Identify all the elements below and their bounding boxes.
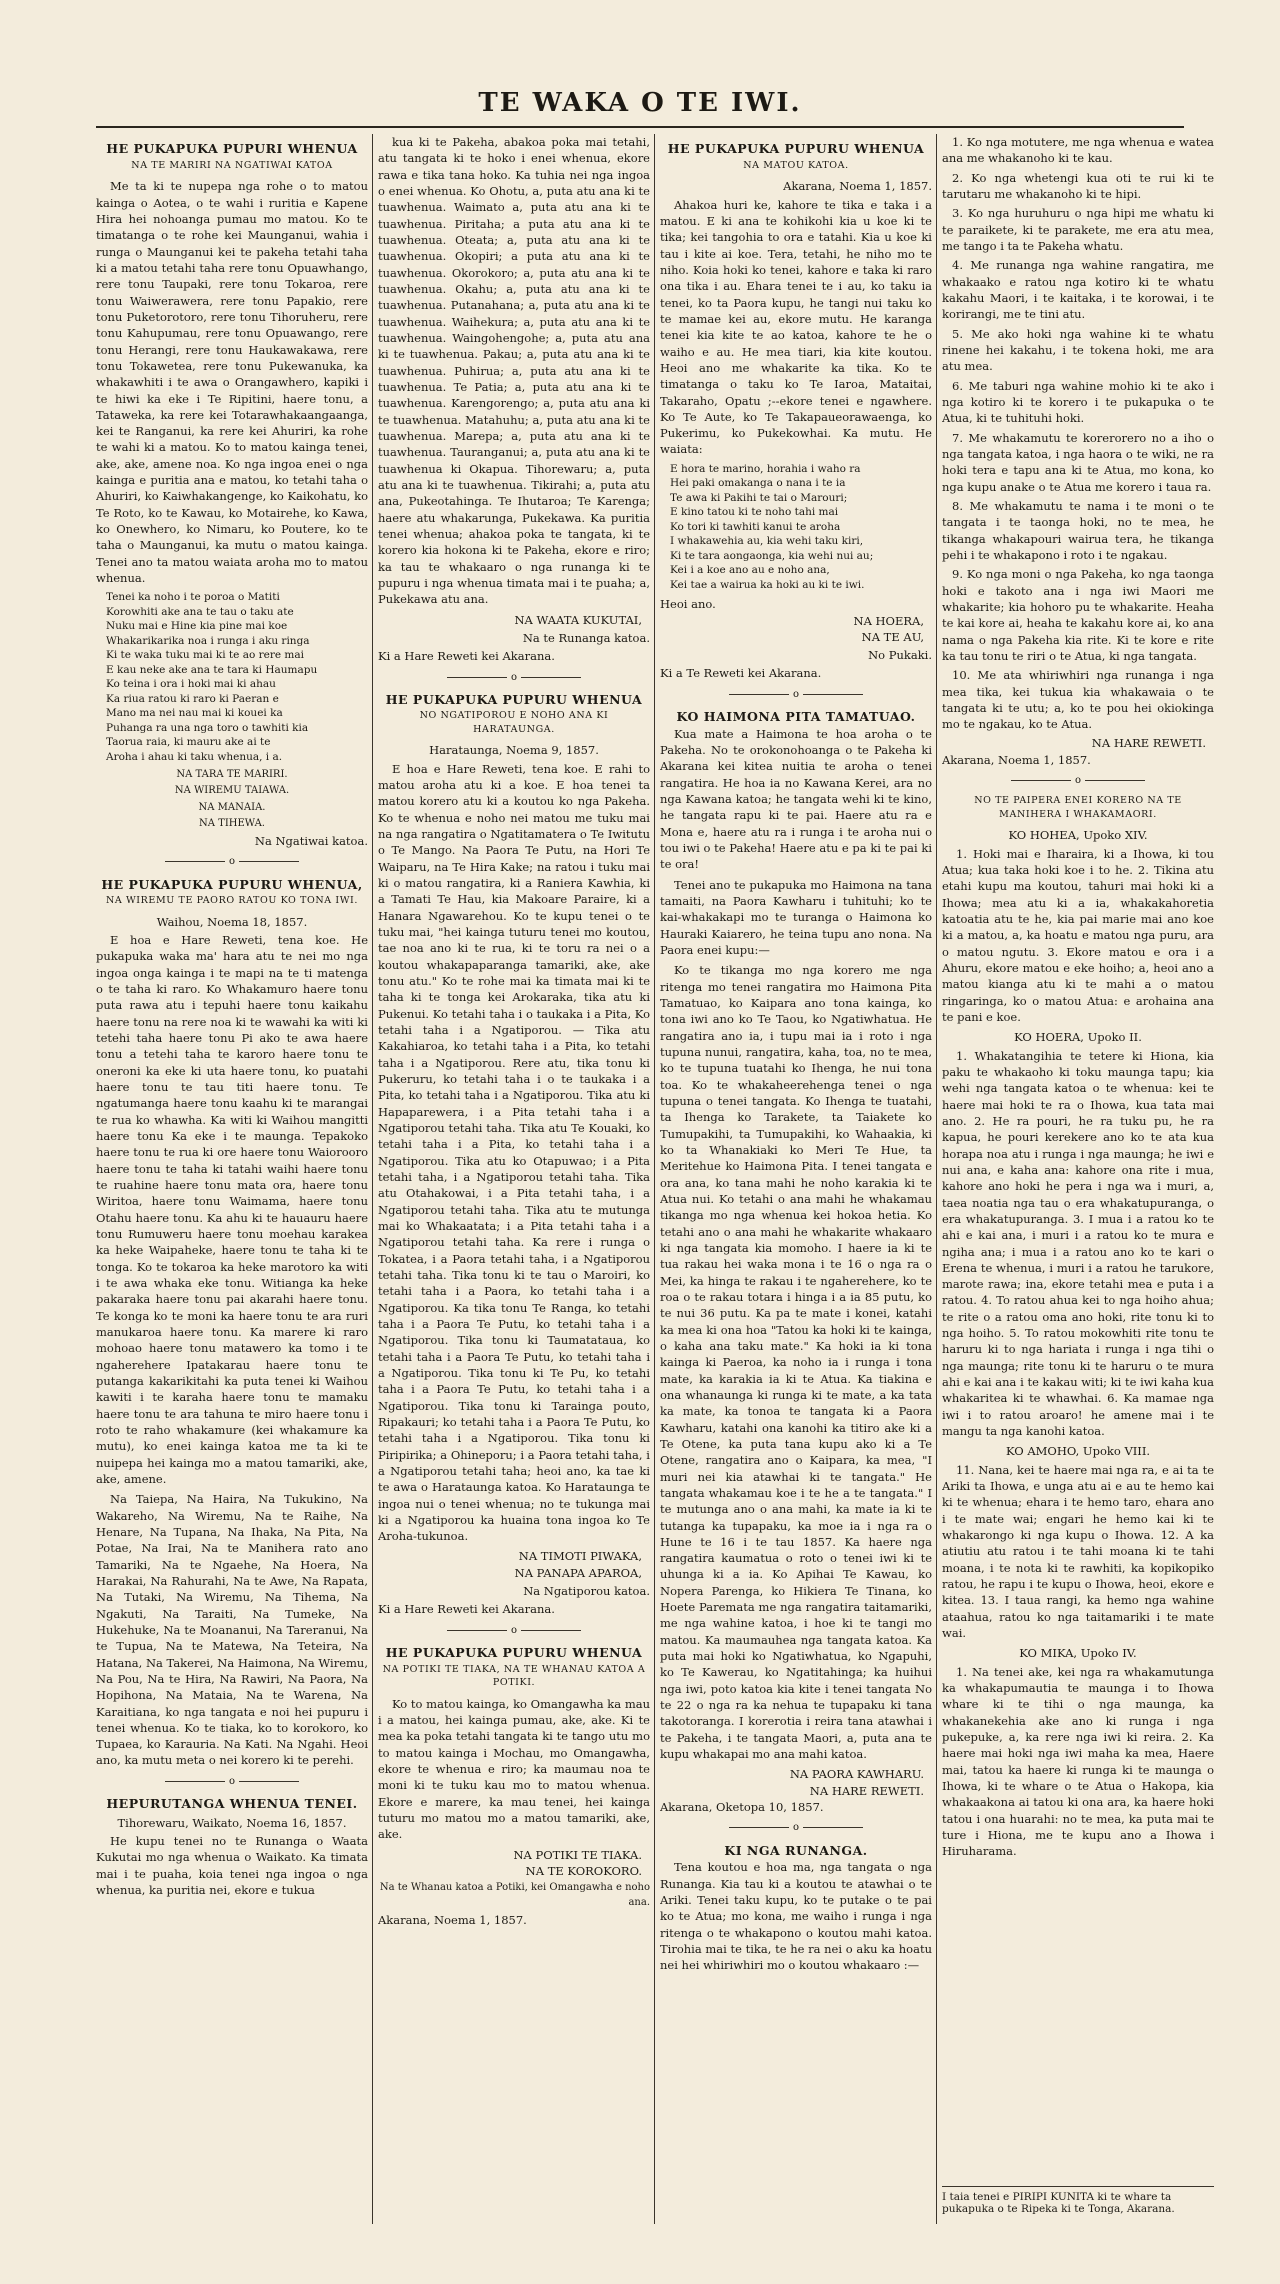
- poem-line: Aroha i ahau ki taku whenua, i a.: [106, 750, 283, 763]
- dateline: Akarana, Noema 1, 1857.: [378, 1912, 527, 1927]
- poem-line: E hora te marino, horahia i waho ra: [670, 462, 861, 475]
- poem-line: Nuku mai e Hine kia pine mai koe: [106, 620, 288, 633]
- scripture-passage: 1. Whakatangihia te tetere ki Hiona, kia paku te whakaoho ki toku maunga tapu; kia wehi nga tangata katoa o te whenua: kei te haere mai hoki te ra o Ihowa, kua tata mai ano. 2. He ra pouri, he ra tuku pu, he ra kapua, he pouri kerekere ano ko te ata kua horapa noa atu i runga i nga maunga; he iwi e nui ana, e kaha ana: kahore ona rite i mua, kahore ano hoki he pera i nga wa i muri, a, taea noatia nga tau o era whakatupuranga, o era whakatupuranga. 3. I mua i a ratou ko te ahi e kai ana, i muri i a ratou ko te mura e ngiha ana; i mua i a ratou ano ko te kari o Erena te whenua, i muri i a ratou he tarukore, marote rawa; ina, ekore tetahi mea e puta i a ratou. 4. To ratou ahua kei to nga hoiho ahua; te rite o a ratou oma ano hoki, rite tonu ki to nga hoiho. 5. To ratou mokowhiti rite tonu te haruru ki to nga hariata i runga i nga tihi o nga maunga; rite tonu ki te haruru o te mura ahi e kai ana i te kakau witi; ki te iwi kaha kua whakaritea ki te whawhai. 6. Ka mamae nga iwi i to ratou aroaro! he amene mai i te mangu ta nga kanohi katoa.: [942, 1048, 1214, 1439]
- signer: NA WIREMU TAIAWA.: [174, 785, 290, 797]
- masthead-title: TE WAKA O TE IWI.: [478, 88, 802, 118]
- poem-line: I whakawehia au, kia wehi taku kiri,: [670, 535, 864, 548]
- signature-line: No Pukaki.: [868, 648, 932, 663]
- article-paragraph: E hoa e Hare Reweti, tena koe. E rahi to matou aroha atu ki a koe. E hoa tenei ta matou korero atu ki a koutou ko nga Pakeha. Ko te whenua e noho nei matou me tuku mai na nga rangatira o Ngatitamatera o Te Iwitutu o Te Mango. Na Paora Te Putu, na Hori Te Waiparu, na Te Hira Kake; na ratou i tuku mai ki o matou rangatira, ki a Raniera Kawhia, ki a Tamati Te Hau, kia Makoare Paraire, ki a Hanara Ngawarehou. Ko te kupu tenei o te tuku mai, "hei kainga tuturu tenei mo koutou, tae noa ano ki te rua, ki te toru ra nei o a koutou whakapaparanga tamariki, ake, ake tonu atu." Ko te rohe mai ka timata mai ki te taha ki te tonga kei Arokaraka, tika atu ki Pukenui. Ko tetahi taha i o taukaka i a Pita, Ko tetahi taha i a Ngatiporou. — Tika atu Kakahiaroa, ko tetahi taha i a Pita, ko tetahi taha i a Ngatiporou. Rere atu, tika tonu ki Pukeruru, ko tetahi taha i o te taukaka i a Pita, ko tetahi taha i a Ngatiporou. Tika atu ki Hapaparewera, i a Pita tetahi taha i a Ngatiporou tetahi taha. Tika atu Te Kouaki, ko tetahi taha i a Pita, ko tetahi taha i a Ngatiporou. Tika atu ko Otapuwao; i a Pita tetahi taha, i a Ngatiporou tetahi taha. Tika atu Otahakowai, i a Pita tetahi taha, i a Ngatiporou tetahi taha. Tika atu te mutunga mai ko Whakaatata; i a Pita tetahi taha i a Ngatiporou tetahi taha. Ka rere i runga o Tokatea, i a Paora tetahi taha, i a Ngatiporou tetahi taha. Tika tonu ki te tau o Maroiri, ko tetahi taha i a Paora, ko tetahi taha i a Ngatiporou. Ka tika tonu Te Ranga, ko tetahi taha i a Paora Te Putu, ko tetahi taha i a Ngatiporou. Tika tonu ki Taumatataua, ko tetahi taha i a Paora Te Putu, ko tetahi taha i a Ngatiporou. Tika tonu ki Te Pu, ko tetahi taha i a Paora Te Putu, ko tetahi taha i a Ngatiporou. Tika tonu ki Tarainga pouto, Ripakauri; ko tetahi taha i a Paora Te Putu, ko tetahi taha i a Ngatiporou. Tika tonu ki Piripirika; a Ohineporu; i a Paora tetahi taha, i a Ngatiporou tetahi taha; heoi ano, ka tae ki te awa o Harataunga katoa. Ko Harataunga te ingoa nui o tenei whenua; no te tukunga mai ki a Ngatiporou ka huaina tona ingoa ko Te Aroha-tukunoa.: [378, 761, 650, 1544]
- dateline: Akarana, Oketopa 10, 1857.: [660, 1800, 824, 1815]
- poem-line: Ka riua ratou ki raro ki Paeran e: [106, 692, 279, 705]
- section-divider: o: [378, 1624, 650, 1638]
- article-subheading: NA POTIKI TE TIAKA, NA TE WHANAU KATOA A POTIKI.: [382, 1663, 646, 1689]
- closing-line: Heoi ano.: [660, 597, 716, 612]
- dateline: Waihou, Noema 18, 1857.: [156, 914, 308, 929]
- column-4: [942, 134, 1214, 2254]
- list-item: 8. Me whakamutu te nama i te moni o te tangata i te taonga hoki, no te mea, he tikanga whakapouri wairua tera, he tikanga pehi i te whakapono i roto i te ngakau.: [942, 498, 1214, 562]
- list-item: 1. Ko nga motutere, me nga whenua e watea ana me whakanoho ki te kau.: [942, 135, 1214, 166]
- poem-line: Mano ma nei nau mai ki kouei ka: [106, 707, 283, 720]
- signature-line: NA TE KOROKORO.: [525, 1863, 642, 1878]
- scripture-heading: KO AMOHO, Upoko VIII.: [1005, 1444, 1151, 1459]
- article-subheading: NO TE PAIPERA ENEI KORERO NA TE MANIHERA I WHAKAMAORI.: [974, 795, 1182, 820]
- article-heading: KI NGA RUNANGA.: [724, 1842, 868, 1858]
- article-subheading: NA TE MARIRI NA NGATIWAI KATOA: [131, 159, 333, 171]
- poem-line: Ko teina i ora i hoki mai ki ahau: [106, 678, 276, 691]
- article-paragraph: Ahakoa huri ke, kahore te tika e taka i a matou. E ki ana te kohikohi kia u koe ki te tika; kei tangohia to ora e tatahi. Kia u koe ki tau i kite ai koe. Tera, tetahi, he niho mo te niho. Koia hoki ko tenei, kahore e taka ki raro ona tika i au. Ehara tenei te i au, ko taku ia tenei, ko ta Paora kupu, he tangi nui taku ko te mamae kei au, ekore mutu. He karanga tenei kia kite te ao katoa, kahore te he o waiho e au. He mea tiari, kia kite koutou. Heoi ano me whakarite ka tika. Ko te timatanga o taku ko Te Iaroa, Mataitai, Takaraho, Opatu ;--ekore tenei e ngawhere. Ko Te Aute, ko Te Takapaueorawaenga, ko Pukerimu, ko Pukekowhai. Ka mutu. He waiata:: [660, 197, 932, 457]
- signature-line: Na te Whanau katoa a Potiki, kei Omangawha e noho ana.: [379, 1882, 650, 1908]
- scripture-passage: 1. Na tenei ake, kei nga ra whakamutunga ka whakapumautia te maunga i to Ihowa whare ki te tihi o nga maunga, ka whakanekehia ake ano ki runga i nga pukepuke, a, ka rere nga iwi ki reira. 2. Ka haere mai hoki nga iwi maha ka mea, Haere mai, tatou ka haere ki runga ki te maunga o Ihowa, ki te whare o te Atua o Hakopa, kia whakaakona ai tatou ki ona ara, ka haere hoki tatou i ona huarahi: no te mea, ka puta mai te ture i Hiona, me te kupu ano a Ihowa i Hiruharama.: [942, 1664, 1214, 1859]
- poem-line: Ki te waka tuku mai ki te ao rere mai: [106, 649, 305, 662]
- numbered-list: [942, 134, 1214, 732]
- dateline: Harataunga, Noema 9, 1857.: [429, 743, 599, 758]
- column-3: [660, 134, 932, 2254]
- article-paragraph: Ko te tikanga mo nga korero me nga ritenga mo tenei rangatira mo Haimona Pita Tamatuao, ko Kaipara ano tona kainga, ko tona iwi ano ko Te Taou, ko Ngatiwhatua. He rangatira ano ia, i tupu mai ia i roto i nga tupuna nunui, rangatira, kaha, toa, no te mea, ko te tupuna tuatahi ko Ihenga, he nui tona toa. Ko te whakaheerehenga tenei o nga tupuna o tenei tangata. Ko Ihenga te tuatahi, ta Ihenga ko Tarakete, ta Taiakete ko Tumupakihi, ta Tumupakihi, ko Wahaakia, ki ko ta Whanakiaki ko Meri Te Hue, ta Meritehue ko Haimona Pita. I tenei tangata e ora ana, ko tana mahi he noho karakia ki te Atua nui. Ko tetahi o ana mahi he whakamau tikanga mo nga whenua kei hokoa hetia. Ko tetahi ano o ana mahi he whakarite whakaaro ki nga tangata kia momoho. I haere ia ki te tua rakau hei waka mona i te 16 o nga ra o Mei, ka hinga te rakau i te ngaherehere, ko te roa o te rakau totara i hinga i a ia 85 putu, ko te nui 36 putu. Ka pa te mate i konei, katahi ka mea ki ona hoa "Tatou ka hoki ki te kainga, o kaha ana taku mate." Ka hoki ia ki tona kainga ki Paeroa, ka noho ia i runga i tona mate, ka karakia ia ki te Atua. Ka tiakina e ona whanaunga ki runga ki te mate, a ka tata ka mate, ka tonoa te tangata ki a Paora Kawharu, katahi ona kanohi ka titiro ake ki a Te Otene, ka puta tana kupu ako ki a Te Otene, rangatira ano o Kaipara, ka mea, "I muri nei kia atawhai ki te tangata." He tangata whakamau koe i te he a te tangata." I te mutunga ano o ana mahi, ka mate ia ki te tutanga ka tupapaku, ka moe ia i nga ra o Hune te 16 i te tau 1857. Ka haere nga rangatira kaumatua o roto o tenei iwi ki te uhunga ki a ia. Ko Apihai Te Kawau, ko Nopera Parenga, ko Hikiera Te Tinana, ko Hoete Paremata me nga rangatira taitamariki, me nga wahine katoa, i hoe ki te tangi mo matou. Ka maumauhea nga tangata katoa. Ka puta mai hoki ko Ngatiwhatua, ko Ngapuhi, ko Te Kawerau, ko Ngatitahinga; ka huihui nga iwi, poto katoa kia kite i tenei tangata No te 22 o nga ra ka nehua te tupapaku ki tana takotoranga. I korerotia i reira tana atawhai i te Pakeha, i te tangata Maori, a, puta ana te kupu whakapai mo ana mahi katoa.: [660, 963, 932, 1762]
- column-1: [96, 134, 368, 2254]
- signer: NA MANAIA.: [198, 801, 266, 813]
- list-item: 3. Ko nga huruhuru o nga hipi me whatu ki te paraikete, ki te parakete, me era atu mea, me tango i ta te Pakeha whatu.: [942, 206, 1214, 253]
- waiata-poem: [106, 590, 368, 764]
- signature-line: NA HARE REWETI.: [809, 1783, 924, 1798]
- section-divider: o: [660, 688, 932, 702]
- address-line: Ki a Hare Reweti kei Akarana.: [378, 1602, 555, 1617]
- signature-line: NA POTIKI TE TIAKA.: [513, 1847, 642, 1862]
- signature-line: NA HARE REWETI.: [1091, 736, 1206, 751]
- signature-line: NA TIMOTI PIWAKA,: [518, 1549, 642, 1564]
- poem-line: Taorua raia, ki mauru ake ai te: [106, 736, 271, 749]
- address-line: Ki a Te Reweti kei Akarana.: [660, 666, 822, 681]
- article-heading: HE PUKAPUKA PUPURU WHENUA: [667, 141, 925, 156]
- article-heading: HE PUKAPUKA PUPURU WHENUA: [385, 691, 643, 707]
- poem-line: Hei paki omakanga o nana i te ia: [670, 477, 846, 490]
- article-paragraph: E hoa e Hare Reweti, tena koe. He pukapuka waka ma' hara atu te nei mo nga ingoa onga kainga i te mapi na te ti matenga o te taha ki raro. Ko Whakamuro haere tonu puta rawa atu i tepuhi haere tonu kaikahu haere tonu na rere noa ki te wawahi ka witi ki tetehi taha haere tonu Pi ako te awa haere tonu a tetehi taha te karoro haere tonu te oneroni ka eke ki uta haere tonu, ko puatahi haere tonu te tau titi haere tonu. Te ngatumanga haere tonu kaahu ki te marangai te rua ko whawha. Ka witi ki Waihou mangitti haere tonu Ka eke i te maunga. Tepakoko haere tonu te rua ki ore haere tonu Waiorooro haere tonu te taha ki tatahi waihi haere tonu te ruahine haere tonu mata ora, haere tonu Wiritoa, haere tonu Waimama, haere tonu Otahu haere tonu. Ka ahu ki te hauauru haere tonu Rumuweru haere tonu moehau karakea ka heke Waipaheke, haere tonu te taha ki te tonga. Ko te tokaroa ka heke marotoro ka witi i te awa whaka eke tonu. Witianga ka heke pakaraka haere tonu pai akarahi haere tonu. Te konga ko te moni ka haere tonu te ara ruri manukaroa haere tonu. Ka marere ki raro mohoao haere tonu matawero ka tomo i te ngaherehere Ipatakarau haere tonu te putanga kakarikitahi ka puta tenei ki Waihou kawiti i te karaha haere tonu te mamaku haere tonu te ara tahuna te miro haere tonu i roto te raho whakamure (kei whakamure ka mutu), ko enei kainga katoa me ta ki te nuipepa hei kainga mo a matou tamariki, ake, ake, amene.: [96, 933, 368, 1486]
- signature-line: Na Ngatiwai katoa.: [254, 834, 368, 848]
- poem-line: Te awa ki Pakihi te tai o Marouri;: [670, 491, 848, 504]
- article-subheading: NA WIREMU TE PAORO RATOU KO TONA IWI.: [105, 895, 359, 907]
- column-divider: [654, 134, 655, 2224]
- article-heading: HE PUKAPUKA PUPURI WHENUA: [106, 141, 358, 156]
- address-line: Ki a Hare Reweti kei Akarana.: [378, 649, 555, 664]
- dateline: Akarana, Noema 1, 1857.: [783, 179, 932, 194]
- poem-line: Whakarikarika noa i runga i aku ringa: [106, 634, 310, 647]
- top-rule: [96, 126, 1184, 128]
- article-paragraph: Tenei ano te pukapuka mo Haimona na tana tamaiti, na Paora Kawharu i tuhituhi; ko te kai-whakakapi mo te turanga o Haimona ko Hauraki Kaiarero, he teina tupu ano nona. Na Paora enei kupu:—: [660, 877, 932, 958]
- article-paragraph: Tena koutou e hoa ma, nga tangata o nga Runanga. Kia tau ki a koutou te atawhai o te Ariki. Tenei taku kupu, ko te putake o te pai ko te Atua; mo kona, me waiho i runga i nga ritenga o te whakapono o koutou mahi katoa. Tirohia mai te tika, te he ra nei o aku ka hoatu nei hei whiriwhiri mo o koutou whakaaro :—: [660, 1860, 932, 1973]
- section-divider: o: [942, 774, 1214, 788]
- printer-imprint: I taia tenei e PIRIPI KUNITA ki te whare ta pukapuka o te Ripeka ki te Tonga, Akarana.: [942, 2186, 1214, 2215]
- poem-line: Ko tori ki tawhiti kanui te aroha: [670, 520, 841, 533]
- signer: NA TIHEWA.: [199, 817, 265, 829]
- column-2: [378, 134, 650, 2254]
- article-paragraph: Kua mate a Haimona te hoa aroha o te Pakeha. No te orokonohoanga o te Pakeha ki Akarana kei kitea nuitia te aroha o tenei rangatira. He hoa ia no Kawana Kerei, ara no nga Kawana katoa; he tangata wehi ki te kino, he tangata rapu ki te pai. Haere atu ra e Mona e, haere atu ra i runga i te aroha nui o tou iwi o te Pakeha! Haere atu e pa ki te pai ki te ora!: [660, 726, 932, 872]
- list-item: 4. Me runanga nga wahine rangatira, me whakaako e ratou nga kotiro ki te whatu kakahu Maori, i te kaitaka, i te korowai, i te korirangi, me te tini atu.: [942, 258, 1214, 322]
- signature-line: Na Ngatiporou katoa.: [523, 1584, 650, 1599]
- scripture-heading: KO MIKA, Upoko IV.: [1019, 1646, 1137, 1661]
- poem-line: E kau neke ake ana te tara ki Haumapu: [106, 663, 318, 676]
- section-divider: o: [378, 671, 650, 685]
- poem-line: Kei i a koe ano au e noho ana,: [670, 564, 830, 577]
- article-paragraph: Ko to matou kainga, ko Omangawha ka mau i a matou, hei kainga pumau, ake, ake. Ki te mea ka poka tetahi tangata ki te tango utu mo to matou kainga i Mochau, mo Omangawha, ekore te whenua e riro; ka maumau noa te moni ki te tuku kau mo to matou whenua. Ekore e marere, ka mau tenei, hei kainga tuturu mo matou mo a matou tamariki, ake, ake.: [378, 1696, 650, 1842]
- signature-line: NA PAORA KAWHARU.: [789, 1767, 924, 1782]
- scripture-passage: 1. Hoki mai e Iharaira, ki a Ihowa, ki tou Atua; kua taka hoki koe i to he. 2. Tikina atu etahi kupu ma koutou, tahuri mai hoki ki a Ihowa; mea atu ki a ia, whakakahoretia katoatia atu te he, kia pai marie mai ano koe ki a matou, a, ka hoatu e matou nga puru, ara o matou ngutu. 3. Ekore matou e ora i a Ahuru, ekore matou e eke hoiho; a, heoi ano a matou kianga atu ki te mahi a o matou ringaringa, ko o matou Atua: e arohaina ana te pani e koe.: [942, 846, 1214, 1024]
- column-divider: [372, 134, 373, 2224]
- signature-line: NA WAATA KUKUTAI,: [514, 612, 642, 627]
- section-divider: o: [96, 855, 368, 869]
- signature-line: NA PANAPA APAROA,: [514, 1565, 642, 1580]
- list-item: 6. Me taburi nga wahine mohio ki te ako i nga kotiro ki te korero i te pukapuka o te Atua, ki te tuhituhi hoki.: [942, 378, 1214, 426]
- signer: NA TARA TE MARIRI.: [176, 769, 288, 781]
- signature-line: NA HOERA,: [853, 613, 924, 628]
- list-item: 2. Ko nga whetengi kua oti te rui ki te tarutaru me whakanoho ki te hipi.: [942, 170, 1214, 201]
- dateline: Akarana, Noema 1, 1857.: [942, 752, 1091, 767]
- article-paragraph: Na Taiepa, Na Haira, Na Tukukino, Na Wakareho, Na Wiremu, Na te Raihe, Na Henare, Na Tupana, Na Ihaka, Na Pita, Na Potae, Na Irai, Na te Manihera rato ano Tamariki, Na te Ngaehe, Na Hoera, Na Harakai, Na Rahurahi, Na te Awe, Na Rapata, Na Tutaki, Na Wiremu, Na Tihema, Na Ngakuti, Na Taraiti, Na Tumeke, Na Hukehuke, Na te Moananui, Na Tareranui, Na te Tupua, Na te Matewa, Na Teteira, Na Hatana, Na Takerei, Na Haimona, Na Wiremu, Na Pou, Na te Hira, Na Rawiri, Na Paora, Na Hopihona, Na Mataia, Na te Warena, Na Karaitiana, ko nga tangata e noi hei pupuru i tenei whenua. Ko te tiaka, ko to korokoro, ko Tupaea, ko Karauria. Na Kati. Na Ngahi. Heoi ano, ka mutu meta o nei korero ki te perehi.: [96, 1492, 368, 1768]
- list-item: 5. Me ako hoki nga wahine ki te whatu rinene hei kakahu, i te tokena hoki, me ara atu mea.: [942, 326, 1214, 374]
- list-item: 9. Ko nga moni o nga Pakeha, ko nga taonga hoki e takoto ana i nga iwi Maori me whakarite; kia hohoro pu te whakarite. Heaha te kai kore ai, heaha te kakahu kore ai, ko ana nama o nga Pakeha kia rite. Ki te kore e rite ka tau tonu te riri o te Atua, ki nga tangata.: [942, 567, 1214, 663]
- article-subheading: NA MATOU KATOA.: [743, 159, 849, 171]
- section-divider: o: [96, 1775, 368, 1789]
- article-heading: HEPURUTANGA WHENUA TENEI.: [106, 1796, 358, 1811]
- article-heading: HE PUKAPUKA PUPURU WHENUA,: [101, 876, 363, 892]
- poem-line: E kino tatou ki te noho tahi mai: [670, 506, 839, 519]
- poem-line: Korowhiti ake ana te tau o taku ate: [106, 605, 294, 618]
- waiata-poem: [670, 462, 932, 592]
- article-heading: KO HAIMONA PITA TAMATUAO.: [676, 709, 916, 724]
- column-divider: [936, 134, 937, 2224]
- scripture-passage: 11. Nana, kei te haere mai nga ra, e ai ta te Ariki ta Ihowa, e unga atu ai e au te hemo kai ki te whenua; ehara i te hemo taro, ehara ano i te mate wai; engari he hemo kai ki te whakarongo ki nga kupu o Ihowa. 12. A ka atiutiu atu ratou i te tahi moana ki te tahi moana, i te nota ki te rawhiti, ka kopikopiko ratou, he rapu i te kupu o Ihowa, heoi, ekore e kitea. 13. I taua rangi, ka hemo nga wahine ataahua, ratou ko nga taitamariki i te mate wai.: [942, 1462, 1214, 1641]
- section-divider: o: [660, 1821, 932, 1835]
- dateline: Tihorewaru, Waikato, Noema 16, 1857.: [117, 1815, 347, 1830]
- scripture-heading: KO HOHEA, Upoko XIV.: [1008, 828, 1148, 843]
- article-subheading: NO NGATIPOROU E NOHO ANA KI HARATAUNGA.: [419, 710, 609, 735]
- article-paragraph: Me ta ki te nupepa nga rohe o to matou kainga o Aotea, o te wahi i ruritia e Kapene Hira hei nohoanga pumau mo matou. Ko te timatanga o te rohe kei Maunganui, wahia i runga o Maunganui kei te pakeha tetahi taha ki a matou tetahi taha rere tonu Opuawhango, rere tonu Taupaki, rere tonu Tokaroa, rere tonu Waiwerawera, rere tonu Papakio, rere tonu Puketorotoro, rere tonu Tihoruheru, rere tonu Kahupumau, rere tonu Opuawango, rere tonu Herangi, rere tonu Haukawakawa, rere tonu Tokawetea, rere tonu Pukewanuka, ka whakawhiti i te awa o Orangawhero, kapiki i te hiwi ka eke i Te Ripitini, haere tonu, a Tataweka, ka rere kei Totarawhakaangaanga, kei te Ranganui, ka rere kei Ahuriri, ka rohe te wahi ki a matou. Ko to matou kainga tenei, ake, ake, amene noa. Ko nga ingoa enei o nga kainga e puritia ana e matou, ko tetahi taha o Ahuriri, ko Kaiwhakangenge, ko Kaikohatu, ko Te Roto, ko te Kawau, ko Motairehe, ko Kawa, ko Onewhero, ko Nimaru, ko Poutere, ko te taha o Maunganui, ka mutu o matou kainga. Tenei ano ta matou waiata aroha mo to matou whenua.: [96, 179, 368, 586]
- article-heading: HE PUKAPUKA PUPURU WHENUA: [385, 1644, 643, 1660]
- article-paragraph: He kupu tenei no te Runanga o Waata Kukutai mo nga whenua o Waikato. Ka timata mai i te puaha, koia tenei nga ingoa o nga whenua, ka puritia nei, ekore e tukua: [96, 1834, 368, 1898]
- signature-line: NA TE AU,: [861, 629, 924, 644]
- signature-line: Na te Runanga katoa.: [522, 630, 650, 645]
- scripture-heading: KO HOERA, Upoko II.: [1014, 1030, 1142, 1045]
- poem-line: Tenei ka noho i te poroa o Matiti: [106, 591, 280, 604]
- poem-line: Puhanga ra una nga toro o tawhiti kia: [106, 721, 309, 734]
- list-item: 7. Me whakamutu te korerorero no a iho o nga tangata katoa, i nga haora o te wiki, ne ra hoki tera e tapu ana ki te Atua, mo kona, ko nga kupu anake o te Atua me korero i taua ra.: [942, 430, 1214, 494]
- poem-line: Kei tae a wairua ka hoki au ki te iwi.: [670, 578, 865, 591]
- poem-line: Ki te tara aongaonga, kia wehi nui au;: [670, 549, 874, 562]
- article-paragraph: kua ki te Pakeha, abakoa poka mai tetahi, atu tangata ki te hoko i enei whenua, ekore rawa e tika tana hoko. Ka tuhia nei nga ingoa o enei whenua. Ko Ohotu, a, puta atu ana ki te tuawhenua. Waimato a, puta atu ana ki te tuawhenua. Piritaha; a puta atu ana ki te tuawhenua. Oteata; a, puta atu ana ki te tuawhenua. Okopiri; a puta atu ana ki te tuawhenua. Okorokoro; a, puta atu ana ki te tuawhenua. Okahu; a, puta atu ana ki te tuawhenua. Putanahana; a, puta atu ana ki te tuawhenua. Waihekura; a, puta atu ana ki te tuawhenua. Waingohengohe; a, puta atu ana ki te tuawhenua. Pakau; a, puta atu ana ki te tuawhenua. Puhirua; a, puta atu ana ki te tuawhenua. Te Patia; a, puta atu ana ki te tuawhenua. Karengorengo; a, puta atu ana ki te tuawhenua. Matahuhu; a, puta atu ana ki te tuawhenua. Marepa; a, puta atu ana ki te tuawhenua. Tauranganui; a, puta atu ana ki te tuawhenua ki Okapua. Tihorewaru; a, puta atu ana ki te tuawhenua. Tikirahi; a, puta atu ana, Pukeotahinga. Te Ihutaroa; Te Karenga; haere atu whakarunga, Pukekawa. Ka puritia tenei whenua; ahakoa poka te tangata, ki te korero kia hokona ki te Pakeha, ekore e riro; ka tau te whakaaro o nga runanga ki te pupuru i nga whenua timata mai i te puaha; a, Pukekawa atu ana.: [378, 135, 650, 607]
- list-item: 10. Me ata whiriwhiri nga runanga i nga mea tika, kei tukua kia whakawaia o te tangata ki te utu; a, ko te pou hei okiokinga mo te ngakau, ko te Atua.: [942, 668, 1214, 732]
